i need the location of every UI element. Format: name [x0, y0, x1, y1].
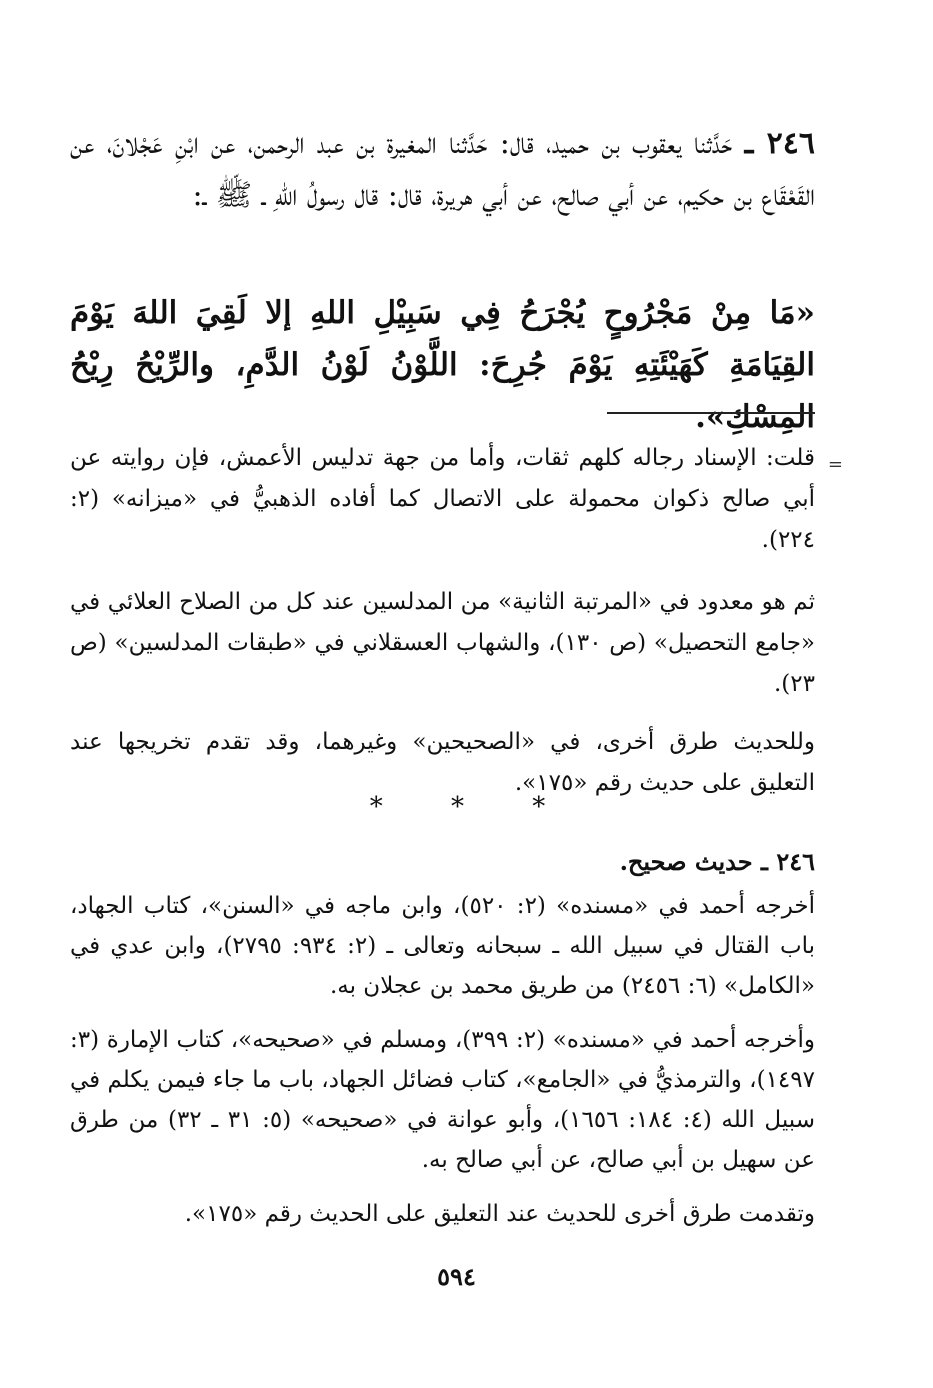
page-number: ٥٩٤: [437, 1262, 476, 1291]
section-separator: [70, 792, 815, 822]
footnote-divider: [607, 412, 815, 414]
hadith-number: ٢٤٦ ـ: [744, 126, 815, 161]
takhrij-paragraph: وتقدمت طرق أخرى للحديث عند التعليق على الحديث رقم «١٧٥».: [184, 1201, 815, 1227]
continuation-mark: =: [827, 454, 843, 475]
takhrij-paragraph: وأخرجه أحمد في «مسنده» (٢: ٣٩٩)، ومسلم في «صحيحه»، كتاب الإمارة (٣: ١٤٩٧)، والترمذيُّ في «الجامع»، كتاب فضائل الجهاد، باب ما جاء فيمن يكلم في سبيل الله (٤: ١٨٤: ١٦٥٦)، وأبو عوانة في «صحيحه» (٥: ٣١ ـ ٣٢) من طرق عن سهيل بن أبي صالح، عن أبي صالح به.: [70, 1027, 816, 1173]
separator-star: *: [451, 792, 464, 822]
footnotes-section: [70, 438, 843, 821]
footnote-paragraph: وللحديث طرق أخرى، في «الصحيحين» وغيرهما، وقد تقدم تخريجها عند التعليق على حديث رقم «١٧٥».: [70, 729, 815, 796]
footnote-paragraph: قلت: الإسناد رجاله كلهم ثقات، وأما من جهة تدليس الأعمش، فإن روايته عن أبي صالح ذكوان محمولة على الاتصال كما أفاده الذهبيُّ في «ميزانه» (٢: ٢٢٤).: [70, 445, 815, 553]
takhrij-heading: ٢٤٦ ـ حديث صحيح.: [619, 847, 815, 876]
footnote-paragraph: ثم هو معدود في «المرتبة الثانية» من المدلسين عند كل من الصلاح العلائي في «جامع التحصيل» (ص ١٣٠)، والشهاب العسقلاني في «طبقات المدلسين» (ص ٢٣).: [70, 589, 815, 697]
hadith-matn: «مَا مِنْ مَجْرُوحٍ يُجْرَحُ فِي سَبِيْلِ اللهِ إلا لَقِيَ اللهَ يَوْمَ القِيَامَةِ كَهَيْئَتِهِ يَوْمَ جُرِحَ: اللَّوْنُ لَوْنُ الدَّمِ، والرِّيْحُ رِيْحُ المِسْكِ».: [70, 295, 815, 435]
takhrij-paragraph: أخرجه أحمد في «مسنده» (٢: ٥٢٠)، وابن ماجه في «السنن»، كتاب الجهاد، باب القتال في سبيل الله ـ سبحانه وتعالى ـ (٢: ٩٣٤: ٢٧٩٥)، وابن عدي في «الكامل» (٦: ٢٤٥٦) من طريق محمد بن عجلان به.: [70, 893, 816, 999]
hadith-isnad: [70, 118, 815, 222]
separator-star: *: [532, 792, 546, 822]
hadith-isnad-text: حَدَّثنا يعقوب بن حميد، قال: حَدَّثنا المغيرة بن عبد الرحمن، عن ابْنِ عَجْلانَ، عن القَعْقَاع بن حكيم، عن أبي صالح، عن أبي هريرة، قال: قال رسولُ اللهِ ـ ﷺ ـ:: [70, 126, 815, 213]
takhrij-section: [70, 842, 815, 1248]
footnote-block: [70, 438, 843, 804]
book-page: [70, 0, 843, 1388]
separator-star: *: [369, 792, 383, 822]
